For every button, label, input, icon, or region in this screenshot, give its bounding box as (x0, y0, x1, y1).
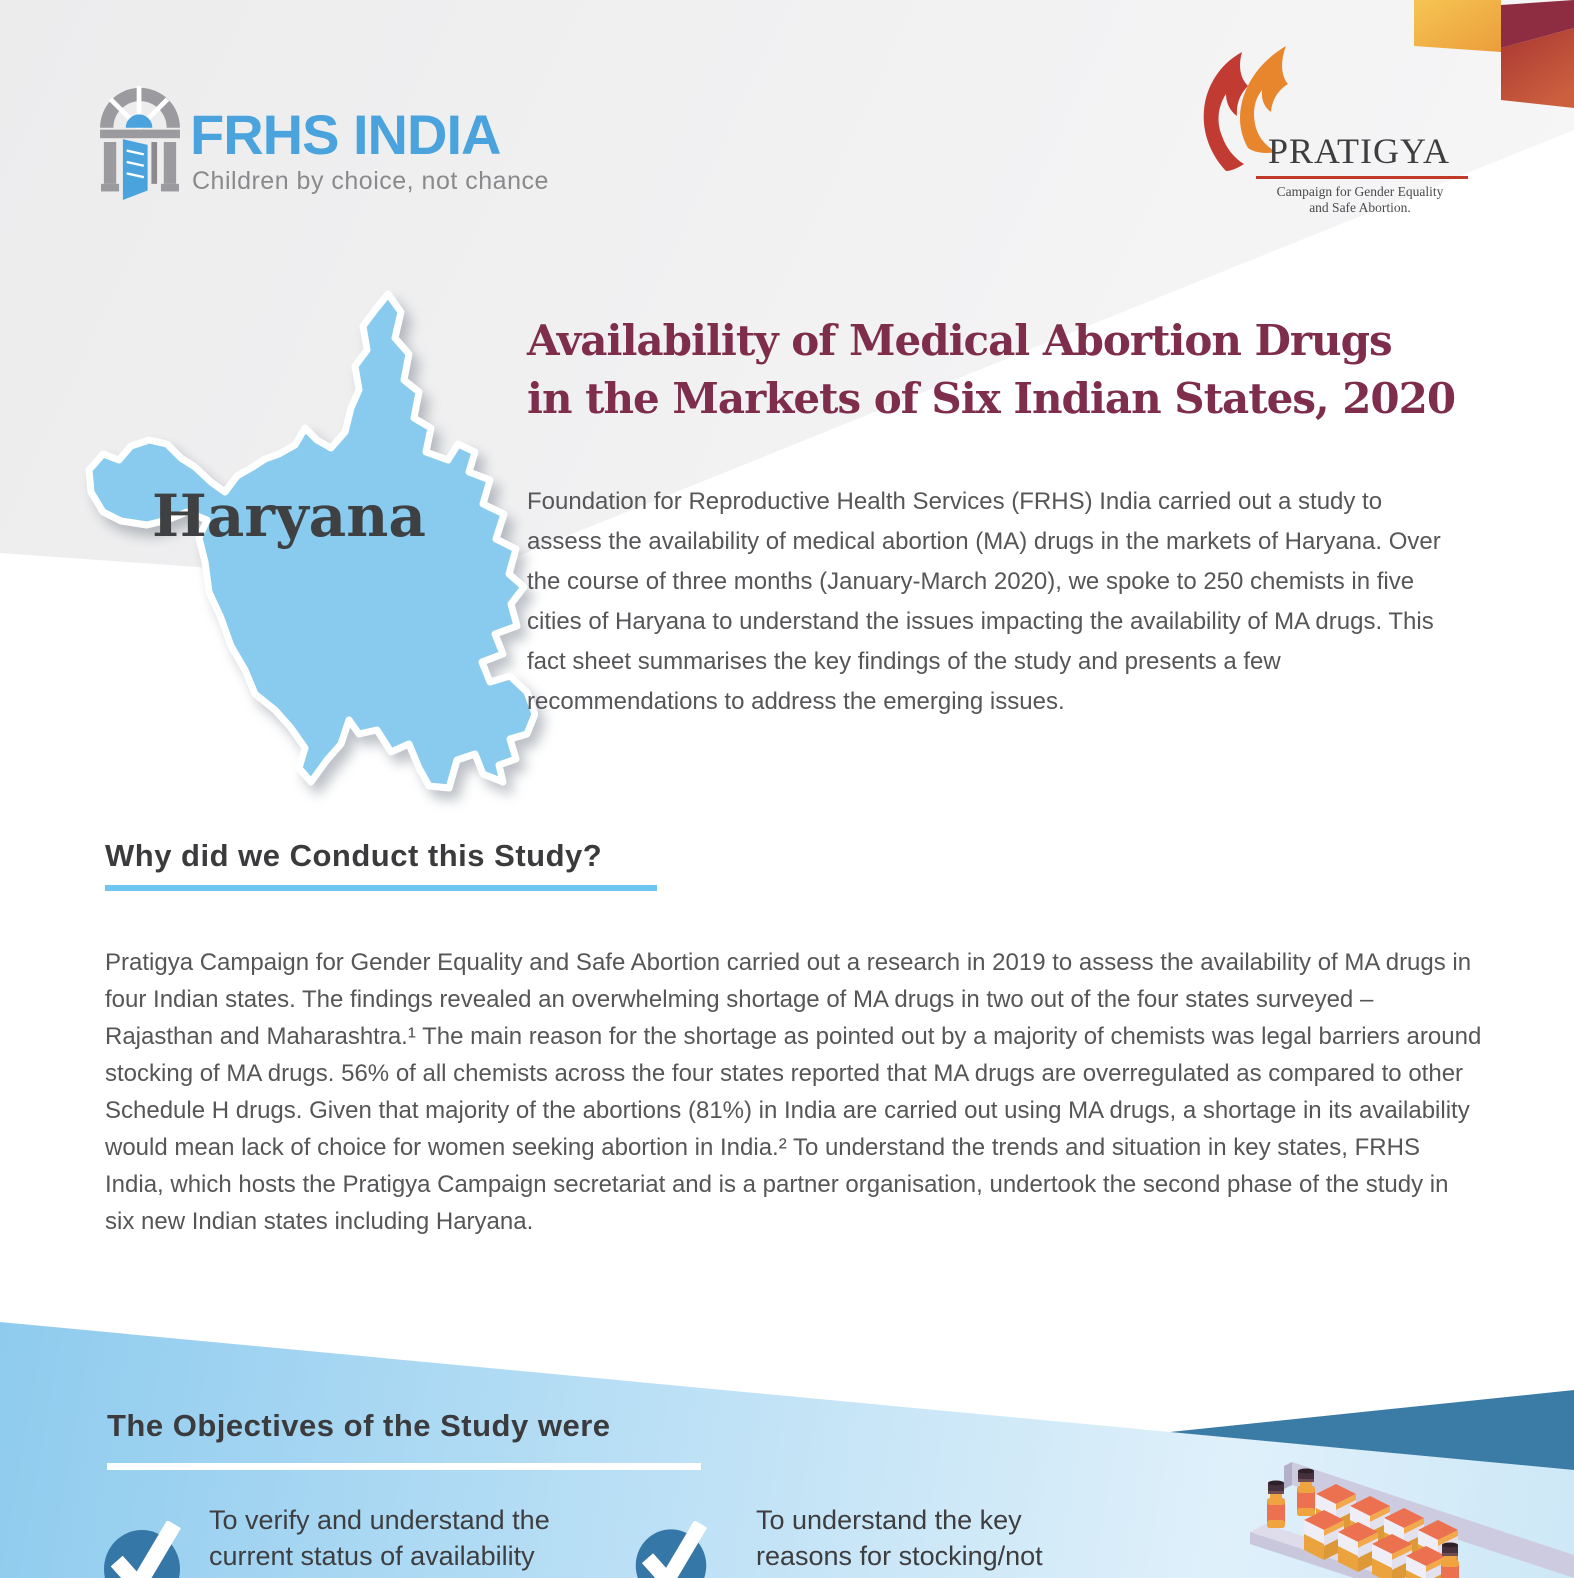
page-title (527, 312, 1455, 428)
objective-item (756, 1502, 1096, 1574)
pratigya-logo-rule (1256, 176, 1468, 179)
medicine-shelf-illustration (1250, 1424, 1574, 1578)
why-section-underline (105, 885, 657, 891)
objectives-underline (107, 1463, 701, 1470)
pratigya-tagline-line1: Campaign for Gender Equality (1276, 184, 1444, 199)
objectives-heading: The Objectives of the Study were (107, 1408, 611, 1443)
pratigya-logo-tagline (1240, 184, 1480, 215)
frhs-door-icon (96, 84, 184, 200)
page-title-line1: Availability of Medical Abortion Drugs (527, 316, 1392, 365)
pratigya-logo-name: PRATIGYA (1267, 131, 1451, 171)
objective-2-line1: To understand the key (756, 1505, 1022, 1535)
pratigya-tagline-line2: and Safe Abortion. (1309, 199, 1411, 215)
frhs-logo-tagline: Children by choice, not chance (192, 167, 549, 195)
ribbon-decoration (1404, 0, 1574, 115)
state-name-label: Haryana (152, 482, 426, 550)
why-section-heading: Why did we Conduct this Study? (105, 838, 603, 873)
check-icon (632, 1521, 710, 1578)
objective-2-line2: reasons for stocking/not (756, 1541, 1043, 1571)
objective-item (209, 1502, 809, 1574)
why-section-body: Pratigya Campaign for Gender Equality and Safe Abortion carried out a research in 2019 to assess the availability of MA drugs in four Indian states. The findings revealed an overwhelming shortage of MA drugs in two out of the four states surveyed – Rajasthan and Maharashtra.¹ The main reason for the shortage as pointed out by a majority of chemists was legal barriers around stocking of MA drugs. 56% of all chemists across the four states reported that MA drugs are overregulated as compared to other Schedule H drugs. Given that majority of the abortions (81%) in India are carried out using MA drugs, a shortage in its availability would mean lack of choice for women seeking abortion in India.² To understand the trends and situation in key states, FRHS India, which hosts the Pratigya Campaign secretariat and is a partner organisation, undertook the second phase of the study in six new Indian states including Haryana. (105, 949, 1482, 1235)
objective-1-line2: current status of availability (209, 1541, 535, 1571)
objective-1-line1: To verify and understand the (209, 1505, 550, 1535)
check-icon (100, 1521, 184, 1578)
intro-paragraph: Foundation for Reproductive Health Services (FRHS) India carried out a study to assess the availability of medical abortion (MA) drugs in the markets of Haryana. Over the course of three months (January-March 2020), we spoke to 250 chemists in five cities of Haryana to understand the issues impacting the availability of MA drugs. This fact sheet summarises the key findings of the study and presents a few recommendations to address the emerging issues. (527, 488, 1441, 715)
frhs-logo-name: FRHS INDIA (190, 103, 501, 166)
page-title-line2: in the Markets of Six Indian States, 2020 (527, 374, 1456, 423)
